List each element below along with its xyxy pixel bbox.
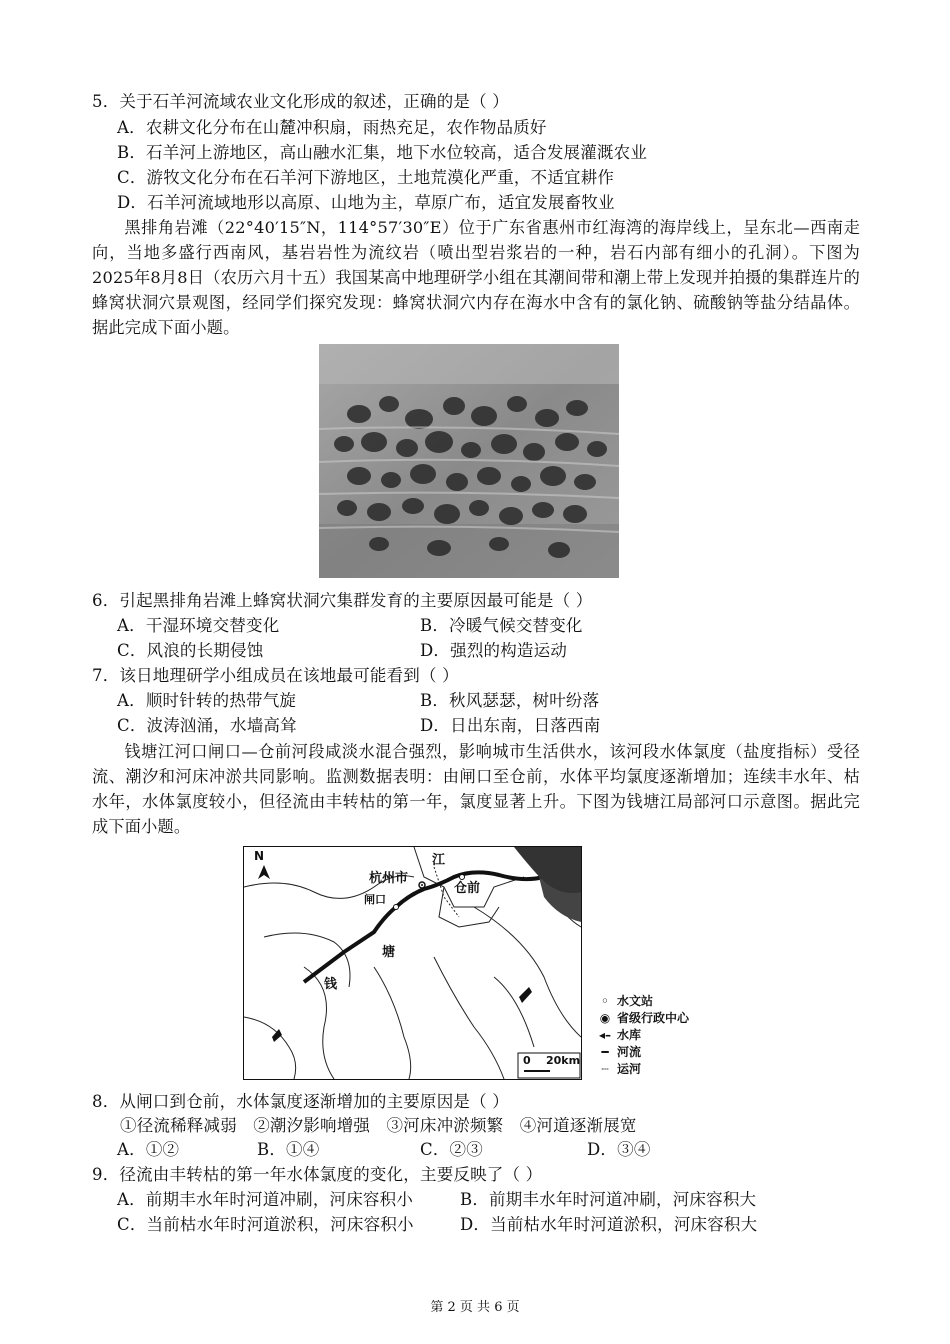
legend-capital: ◉ 省级行政中心 [593, 1009, 689, 1026]
station-icon: ◦ [601, 993, 609, 1008]
jiang-label: 江 [432, 853, 446, 868]
q5-stem: 5．关于石羊河流域农业文化形成的叙述，正确的是（ ） [92, 92, 509, 111]
q9-stem: 9．径流由丰转枯的第一年水体氯度的变化，主要反映了（ ） [92, 1165, 543, 1184]
zhakou-label: 闸口 [364, 893, 386, 906]
q6-option-d: D．强烈的构造运动 [420, 641, 568, 660]
legend-reservoir: ◂– 水库 [593, 1026, 689, 1043]
q9-option-a: A．前期丰水年时河道冲刷，河床容积小 [117, 1190, 414, 1209]
q9-option-d: D．当前枯水年时河道淤积，河床容积大 [460, 1215, 758, 1234]
tang-label: 塘 [382, 945, 396, 960]
q5-option-c: C．游牧文化分布在石羊河下游地区，土地荒漠化严重，不适宜耕作 [117, 168, 615, 187]
q7-stem: 7．该日地理研学小组成员在该地最可能看到（ ） [92, 666, 459, 685]
passage-rock-beach: 黑排角岩滩（22°40′15″N，114°57′30″E）位于广东省惠州市红海湾的海岸线上，呈东北—西南走向，当地多盛行西南风，基岩岩性为流纹岩（喷出型岩浆岩的一种，岩石内部有细小的孔洞）。下图为2025年8月8日（农历六月十五）我国某高中地理研学小组在其潮间带和潮上带上发现并拍摄的集群连片的蜂窝状洞穴景观图，经同学们探究发现：蜂窝状洞穴内存在海水中含有的氯化钠、硫酸钠等盐分结晶体。据此完成下面小题。 [92, 218, 860, 337]
q6-option-c: C．风浪的长期侵蚀 [117, 641, 264, 660]
q6-option-a: A．干湿环境交替变化 [117, 616, 280, 635]
honeycomb-rock-photo [319, 344, 619, 578]
cangqian-label: 仓前 [454, 881, 481, 896]
scale-label: 0 20km [523, 1054, 581, 1067]
river-icon: ━ [601, 1044, 609, 1059]
legend-canal: ┈ 运河 [593, 1060, 689, 1077]
q5-option-a: A．农耕文化分布在山麓冲积扇，雨热充足，农作物品质好 [117, 118, 547, 137]
q8-option-c: C．②③ [420, 1140, 483, 1159]
q7-option-c: C．波涛汹涌，水墙高耸 [117, 716, 297, 735]
north-label: N [254, 849, 265, 863]
q9-option-b: B．前期丰水年时河道冲刷，河床容积大 [460, 1190, 757, 1209]
q8-option-a: A．①② [117, 1140, 180, 1159]
q7-option-b: B．秋风瑟瑟，树叶纷落 [420, 691, 600, 710]
reservoir-icon: ◂– [598, 1027, 612, 1042]
page-number: 第 2 页 共 6 页 [430, 1300, 520, 1315]
qian-label: 钱 [324, 977, 338, 992]
q7-option-d: D．日出东南，日落西南 [420, 716, 601, 735]
q8-option-d: D．③④ [587, 1140, 651, 1159]
q7-option-a: A．顺时针转的热带气旋 [117, 691, 297, 710]
passage-qiantang: 钱塘江河口闸口—仓前河段咸淡水混合强烈，影响城市生活供水，该河段水体氯度（盐度指标）受径流、潮汐和河床冲淤共同影响。监测数据表明：由闸口至仓前，水体平均氯度逐渐增加；连续丰水年、枯水年，水体氯度较小，但径流由丰转枯的第一年，氯度显著上升。下图为钱塘江局部河口示意图。据此完成下面小题。 [92, 742, 860, 836]
q5-option-d: D．石羊河流域地形以高原、山地为主，草原广布，适宜发展畜牧业 [117, 193, 615, 212]
q8-items: ①径流稀释减弱 ②潮汐影响增强 ③河床冲淤频繁 ④河道逐渐展宽 [120, 1116, 637, 1135]
legend-station: ◦ 水文站 [593, 992, 689, 1009]
city-label: 杭州市 [369, 871, 409, 886]
q8-stem: 8．从闸口到仓前，水体氯度逐渐增加的主要原因是（ ） [92, 1092, 509, 1111]
capital-icon: ◉ [599, 1010, 611, 1025]
canal-icon: ┈ [601, 1061, 609, 1076]
q5-option-b: B．石羊河上游地区，高山融水汇集，地下水位较高，适合发展灌溉农业 [117, 143, 648, 162]
legend-river: ━ 河流 [593, 1043, 689, 1060]
q9-option-c: C．当前枯水年时河道淤积，河床容积小 [117, 1215, 414, 1234]
q6-stem: 6．引起黑排角岩滩上蜂窝状洞穴集群发育的主要原因最可能是（ ） [92, 591, 593, 610]
map-legend [593, 992, 689, 1077]
qiantang-estuary-map [243, 846, 582, 1080]
q6-option-b: B．冷暖气候交替变化 [420, 616, 583, 635]
q8-option-b: B．①④ [257, 1140, 320, 1159]
